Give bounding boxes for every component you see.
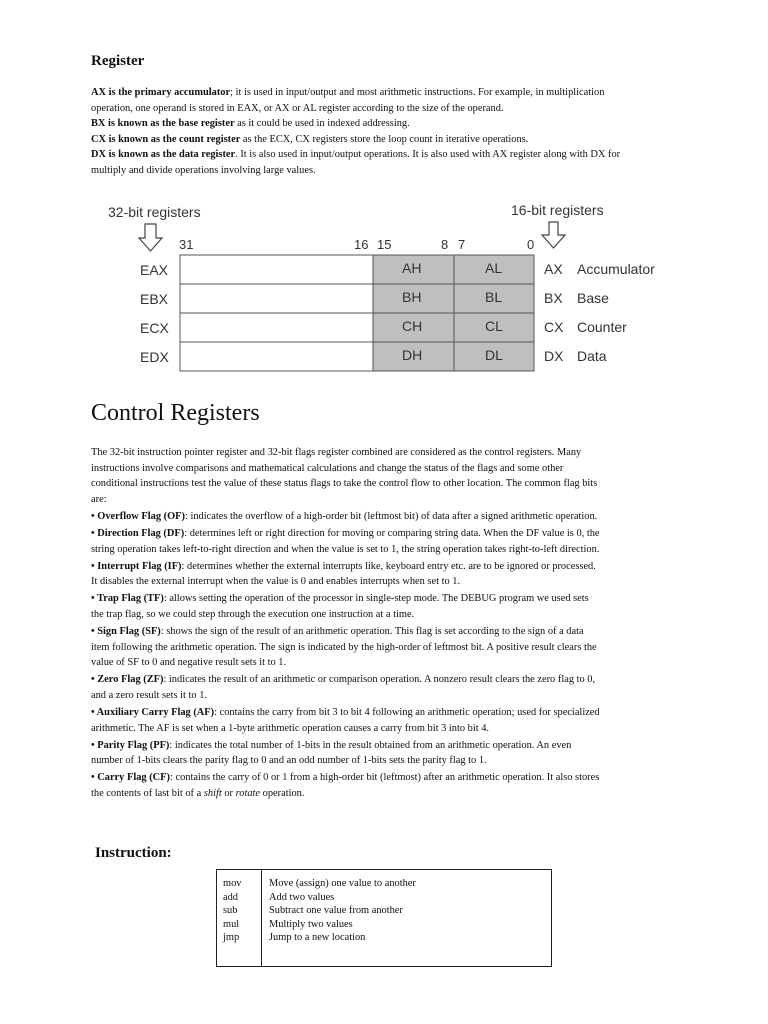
control-registers-body bbox=[91, 445, 603, 802]
down-arrow-right-icon bbox=[542, 222, 565, 248]
register-row bbox=[140, 313, 627, 342]
flag-name: Sign Flag (SF) bbox=[97, 626, 161, 638]
register-32-name: EDX bbox=[140, 349, 169, 365]
instruction-mnemonic: jmp bbox=[223, 932, 240, 943]
register-high-byte: CH bbox=[402, 318, 423, 334]
register-high-byte: BH bbox=[402, 289, 422, 305]
label-32-bit: 32-bit registers bbox=[108, 204, 201, 220]
cx-text: as the ECX, CX registers store the loop count in iterative operations. bbox=[240, 133, 529, 145]
bullet: • bbox=[91, 527, 95, 539]
bx-paragraph bbox=[91, 116, 621, 132]
upper-16-bit-cell bbox=[180, 313, 373, 342]
flag-text: : shows the sign of the result of an arithmetic operation. This flag is set according to the sign of a data item following the arithmetic operation. The sign is indicated by the high-order of leftmost bit. A positive result clears the value of SF to 0 and negative result sets it to 1. bbox=[91, 626, 597, 669]
instruction-description: Multiply two values bbox=[269, 918, 353, 930]
instruction-description: Add two values bbox=[269, 891, 335, 903]
cx-paragraph bbox=[91, 132, 621, 148]
rotate-word: rotate bbox=[235, 787, 261, 799]
register-row bbox=[140, 255, 655, 284]
upper-16-bit-cell bbox=[180, 284, 373, 313]
flag-text: : determines left or right direction for moving or comparing string data. When the DF value is 0, the string operation takes left-to-right direction and when the value is set to 1, the string operation takes right-to-left direction. bbox=[91, 527, 600, 555]
register-32-name: EAX bbox=[140, 262, 169, 278]
register-purpose: Accumulator bbox=[577, 261, 655, 277]
register-low-byte: BL bbox=[485, 289, 503, 305]
register-description bbox=[91, 85, 621, 178]
bx-text: as it could be used in indexed addressing. bbox=[234, 118, 410, 129]
shift-word: shift bbox=[203, 787, 222, 799]
bit-31-label: 31 bbox=[179, 237, 194, 252]
flag-text: : contains the carry of 0 or 1 from a high-order bit (leftmost) after an arithmetic operation. It also stores the contents of last bit of a bbox=[91, 772, 600, 799]
register-16-name: DX bbox=[544, 348, 564, 364]
flag-name: Trap Flag (TF) bbox=[97, 593, 164, 605]
bullet: • bbox=[91, 772, 95, 784]
control-intro: The 32-bit instruction pointer register and 32-bit flags register combined are considered as the control registers. Many instructions involve comparisons and mathematical calculations and change the status of the flags and some other conditional instructions test the value of these status flags to take the control flow to other location. The common flag bits are: bbox=[91, 447, 598, 505]
register-32-name: ECX bbox=[140, 320, 169, 336]
register-row bbox=[140, 284, 609, 313]
instruction-description: Subtract one value from another bbox=[269, 905, 403, 916]
bit-7-label: 7 bbox=[458, 237, 466, 252]
bit-0-label: 0 bbox=[527, 237, 535, 252]
register-heading: Register bbox=[91, 53, 145, 69]
flag-text: : contains the carry from bit 3 to bit 4 following an arithmetic operation; used for specialized arithmetic. The AF is set when a 1-byte arithmetic operation causes a carry from bit 3 into bit 4. bbox=[91, 707, 600, 734]
bullet: • bbox=[91, 593, 95, 605]
flag-name: Zero Flag (ZF) bbox=[97, 674, 164, 686]
flag-name: Overflow Flag (OF) bbox=[97, 510, 185, 522]
down-arrow-left-icon bbox=[139, 224, 162, 251]
ax-term: AX is the primary accumulator bbox=[91, 87, 231, 98]
flag-name: Auxiliary Carry Flag (AF) bbox=[96, 707, 215, 718]
bit-16-label: 16 bbox=[354, 237, 369, 252]
dx-paragraph bbox=[91, 147, 621, 178]
register-diagram bbox=[100, 196, 670, 376]
bx-term: BX is known as the base register bbox=[91, 118, 235, 129]
register-high-byte: DH bbox=[402, 347, 423, 363]
register-low-byte: DL bbox=[485, 347, 503, 363]
register-rows bbox=[140, 255, 655, 371]
flag-item bbox=[91, 509, 603, 525]
register-purpose: Base bbox=[577, 290, 609, 306]
register-purpose: Data bbox=[577, 348, 607, 364]
flag-name: Parity Flag (PF) bbox=[97, 739, 170, 751]
flag-name: Carry Flag (CF) bbox=[97, 772, 170, 784]
bullet: • bbox=[91, 707, 95, 718]
bullet: • bbox=[91, 626, 95, 638]
register-row bbox=[140, 342, 607, 371]
flag-text: : indicates the result of an arithmetic or comparison operation. A nonzero result clears the zero flag to 0, and a zero result sets it to 1. bbox=[91, 674, 596, 701]
flag-list bbox=[91, 509, 603, 769]
ax-paragraph bbox=[91, 85, 621, 116]
bullet: • bbox=[91, 560, 95, 572]
register-high-byte: AH bbox=[402, 260, 422, 276]
flag-text-end: operation. bbox=[260, 787, 305, 799]
upper-16-bit-cell bbox=[180, 342, 373, 371]
flag-text: : indicates the total number of 1-bits in the result obtained from an arithmetic operation. An even number of 1-bits clears the parity flag to 0 and an odd number of 1-bits sets the parity flag to 1. bbox=[91, 739, 572, 767]
flag-text: : determines whether the external interrupts like, keyboard entry etc. are to be ignored or processed. It disables the external interrupt when the value is 0 and enables interrupts when set to 1. bbox=[91, 560, 596, 588]
register-32-name: EBX bbox=[140, 291, 169, 307]
flag-item bbox=[91, 624, 603, 671]
instruction-table bbox=[216, 869, 552, 967]
flag-item bbox=[91, 591, 603, 622]
flag-item-carry bbox=[91, 770, 603, 801]
flag-item bbox=[91, 559, 603, 590]
instruction-mnemonic: add bbox=[223, 891, 239, 903]
instruction-description: Jump to a new location bbox=[269, 932, 366, 943]
or-word: or bbox=[221, 787, 236, 799]
flag-name: Interrupt Flag (IF) bbox=[97, 560, 182, 572]
instruction-mnemonic: mov bbox=[223, 878, 242, 889]
bit-15-label: 15 bbox=[377, 237, 392, 252]
register-16-name: CX bbox=[544, 319, 564, 335]
flag-item bbox=[91, 526, 603, 557]
flag-item bbox=[91, 672, 603, 703]
bullet: • bbox=[91, 674, 95, 686]
flag-item bbox=[91, 738, 603, 769]
flag-text: : indicates the overflow of a high-order bit (leftmost bit) of data after a signed arithmetic operation. bbox=[184, 510, 598, 522]
ax-text: ; it is used in input/output and most arithmetic instructions. For example, in multiplication operation, one operand is stored in EAX, or AX or AL register according to the size of the operand. bbox=[91, 87, 605, 114]
description-column bbox=[263, 870, 551, 966]
upper-16-bit-cell bbox=[180, 255, 373, 284]
mnemonic-column bbox=[217, 870, 262, 966]
bit-8-label: 8 bbox=[441, 237, 449, 252]
register-purpose: Counter bbox=[577, 319, 627, 335]
control-registers-heading: Control Registers bbox=[91, 400, 260, 426]
flag-item bbox=[91, 705, 603, 736]
label-16-bit: 16-bit registers bbox=[511, 202, 604, 218]
instruction-mnemonic: sub bbox=[223, 905, 238, 916]
register-16-name: AX bbox=[544, 261, 563, 277]
register-16-name: BX bbox=[544, 290, 563, 306]
register-low-byte: CL bbox=[485, 318, 503, 334]
flag-name: Direction Flag (DF) bbox=[97, 527, 185, 539]
instruction-heading: Instruction: bbox=[95, 845, 172, 861]
cx-term: CX is known as the count register bbox=[91, 133, 241, 145]
dx-text: . It is also used in input/output operations. It is also used with AX register along with DX for multiply and divide operations involving large values. bbox=[91, 149, 621, 176]
dx-term: DX is known as the data register bbox=[91, 149, 236, 160]
instruction-description: Move (assign) one value to another bbox=[269, 878, 416, 889]
bullet: • bbox=[91, 739, 95, 751]
bullet: • bbox=[91, 510, 95, 522]
register-low-byte: AL bbox=[485, 260, 503, 276]
instruction-mnemonic: mul bbox=[223, 918, 240, 930]
flag-text: : allows setting the operation of the processor in single-step mode. The DEBUG program we used sets the trap flag, so we could step through the execution one instruction at a time. bbox=[91, 593, 589, 620]
